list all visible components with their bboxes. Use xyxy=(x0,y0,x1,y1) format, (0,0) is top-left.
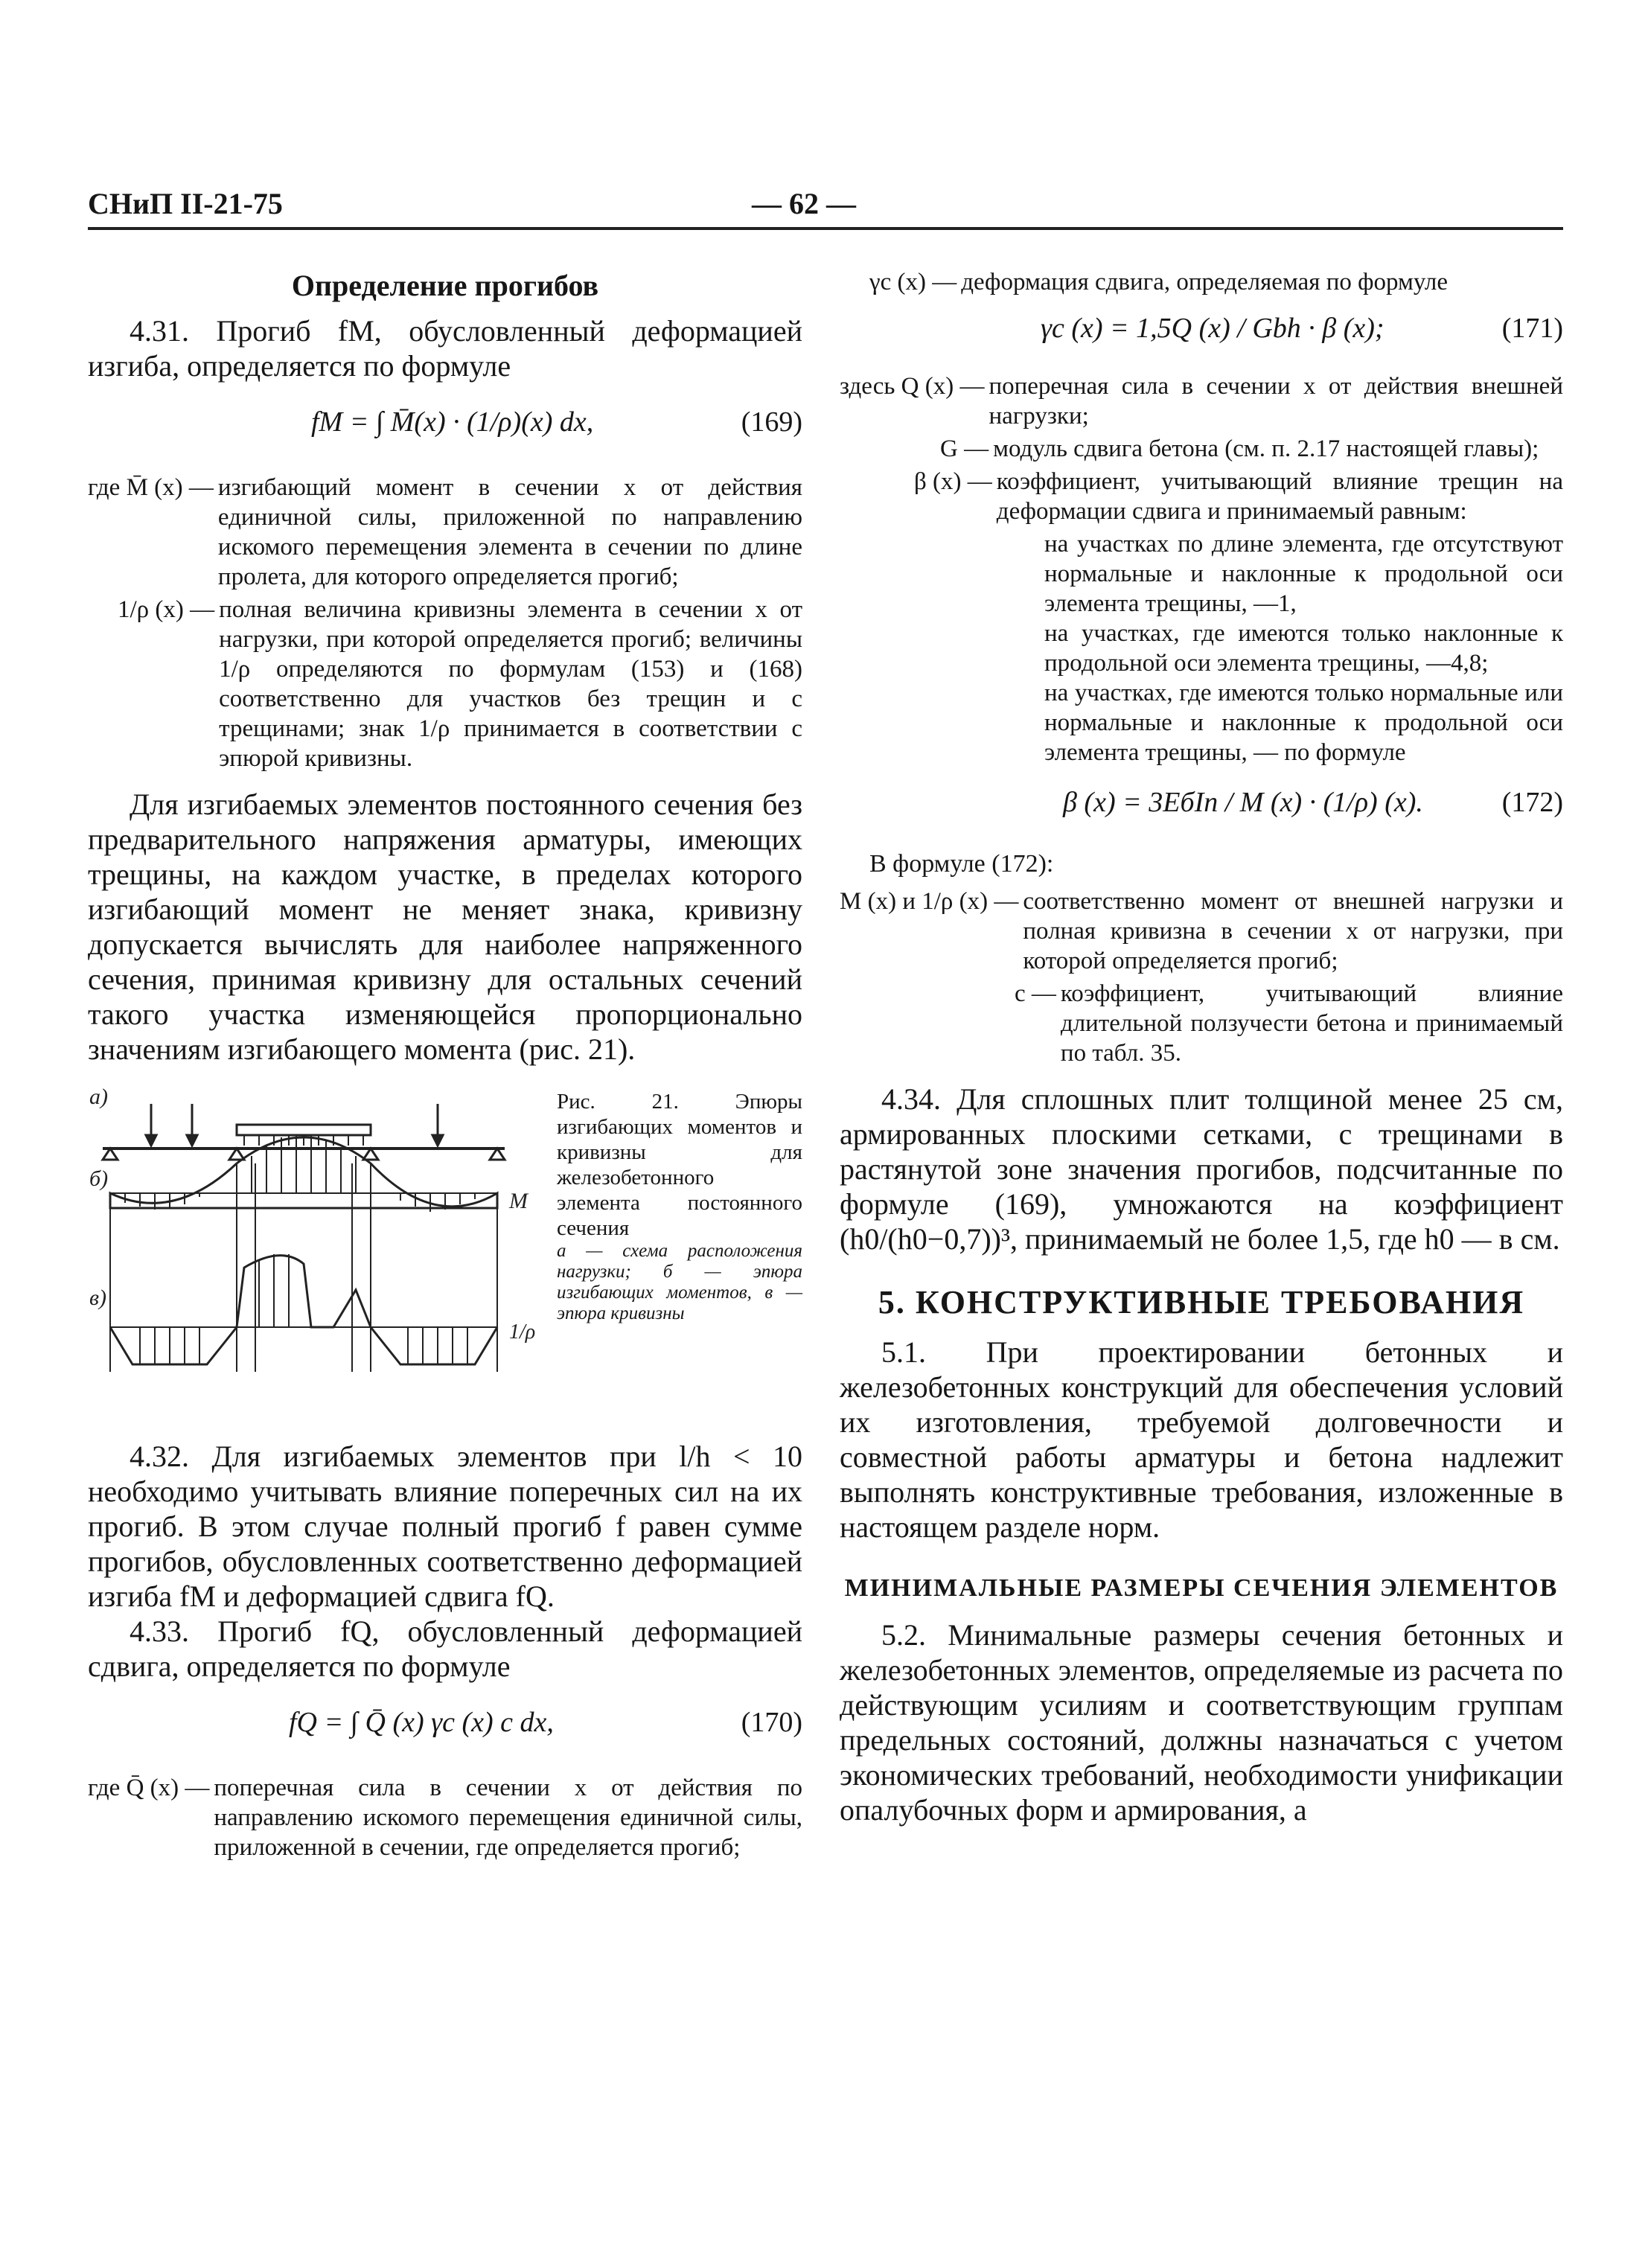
beta-case-3: на участках, где имеются только нормальные или нормальные и наклонные к продольной оси элемента трещины, — по формуле xyxy=(1044,680,1563,766)
right-column xyxy=(840,264,1563,1827)
formula-170-number: (170) xyxy=(741,1707,802,1738)
left-column xyxy=(88,268,802,1865)
formula-171-number: (171) xyxy=(1501,313,1563,344)
document-code: СНиП II-21-75 xyxy=(88,187,283,220)
formula-169-number: (169) xyxy=(741,406,802,438)
formula-170 xyxy=(88,1691,802,1766)
formula-172 xyxy=(840,775,1563,842)
definition-rho-text: полная величина кривизны элемента в сечении x от нагрузки, при которой определяется прогиб; величины 1/ρ определяются по формулам (153) и (168) соответственно для участков без трещин и с трещинами; знак 1/ρ принимается в соответствии с эпюрой кривизны. xyxy=(219,596,802,772)
figure-21-caption xyxy=(557,1089,802,1324)
figure-label-rho: 1/ρ xyxy=(509,1320,536,1344)
definition-M172-text: соответственно момент от внешней нагрузки и полная кривизна в сечении x от нагрузки, при которой определяется прогиб; xyxy=(1023,888,1563,974)
definition-M xyxy=(88,473,802,592)
paragraph-5-2: 5.2. Минимальные размеры сечения бетонных и железобетонных элементов, определяемые из расчета по действующим усилиям и соответствующим группам предельных состояний, должны назначаться с учетом экономических требований, необходимости унификации опалубочных форм и армирования, а xyxy=(840,1618,1563,1827)
header-rule xyxy=(88,227,1563,230)
definition-Q xyxy=(88,1773,802,1862)
definition-Q-text: поперечная сила в сечении x от действия по направлению искомого перемещения единичной силы, приложенной в сечении, где определяется прогиб; xyxy=(214,1775,802,1861)
definition-G-text: модуль сдвига бетона (см. п. 2.17 настоящей главы); xyxy=(993,435,1539,462)
figure-21-diagram xyxy=(88,1082,549,1424)
figure-label-b: б) xyxy=(89,1166,109,1191)
paragraph-4-33: 4.33. Прогиб fQ, обусловленный деформацией сдвига, определяется по формуле xyxy=(88,1614,802,1683)
definition-M-term: где M̄ (x) — xyxy=(88,474,214,501)
definition-c xyxy=(840,979,1563,1068)
figure-21 xyxy=(88,1082,802,1424)
definition-M-text: изгибающий момент в сечении x от действия единичной силы, приложенной по направлению искомого перемещения элемента в сечении по длине пролета, для которого определяется прогиб; xyxy=(217,474,802,590)
page-number: — 62 — xyxy=(752,187,856,220)
section-title: Определение прогибов xyxy=(291,269,599,302)
formula-170-expr: fQ = ∫ Q̄ (x) γc (x) c dx, xyxy=(289,1707,554,1738)
paragraph-4-31: 4.31. Прогиб fM, обусловленный деформацией изгиба, определяется по формуле xyxy=(88,314,802,383)
definition-rho-term: 1/ρ (x) — xyxy=(118,596,215,623)
figure-label-M: M xyxy=(509,1189,528,1213)
paragraph-bending: Для изгибаемых элементов постоянного сечения без предварительного напряжения арматуры, имеющих трещины, на каждом участке, в пределах которого изгибающий момент не меняет знака, кривизну допускается вычислять для наиболее напряженного сечения, принимая кривизну для остальных сечений такого участка изменяющейся пропорционально значениям изгибающего момента (рис. 21). xyxy=(88,788,802,1066)
subsection-title: МИНИМАЛЬНЫЕ РАЗМЕРЫ СЕЧЕНИЯ ЭЛЕМЕНТОВ xyxy=(844,1574,1559,1602)
paragraph-4-32: 4.32. Для изгибаемых элементов при l/h < 10 необходимо учитывать влияние поперечных сил на их прогиб. В этом случае полный прогиб f равен сумме прогибов, обусловленных соответственно деформацией изгиба fM и деформацией сдвига fQ. xyxy=(88,1440,802,1613)
definition-Qx-term: здесь Q (x) — xyxy=(840,373,985,400)
formula-171 xyxy=(840,304,1563,364)
figure-label-c: в) xyxy=(89,1285,107,1310)
in-formula-172: В формуле (172): xyxy=(869,850,1054,878)
definition-rho xyxy=(88,595,802,773)
definition-beta xyxy=(840,467,1563,526)
formula-169-expr: fM = ∫ M̄(x) · (1/ρ)(x) dx, xyxy=(311,406,594,438)
section-5-title: 5. КОНСТРУКТИВНЫЕ ТРЕБОВАНИЯ xyxy=(878,1284,1525,1320)
definition-beta-term: β (x) — xyxy=(914,468,992,495)
figure-label-a: а) xyxy=(89,1085,108,1109)
formula-172-expr: β (x) = 3EбIп / M (x) · (1/ρ) (x). xyxy=(1063,787,1423,818)
formula-172-number: (172) xyxy=(1501,787,1563,818)
definition-G-term: G — xyxy=(940,435,989,462)
definition-gamma xyxy=(840,267,1563,297)
definition-c-text: коэффициент, учитывающий влияние длительной ползучести бетона и принимаемый по табл. 35. xyxy=(1060,980,1563,1067)
paragraph-5-1: 5.1. При проектировании бетонных и железобетонных конструкций для обеспечения условий их изготовления, требуемой долговечности и совместной работы арматуры и бетона надлежит выполнять конструктивные требования, изложенные в настоящем разделе норм. xyxy=(840,1335,1563,1544)
definition-M172-term: M (x) и 1/ρ (x) — xyxy=(840,888,1019,915)
definition-c-term: c — xyxy=(1015,980,1056,1007)
definition-beta-text: коэффициент, учитывающий влияние трещин на деформации сдвига и принимаемый равным: xyxy=(996,468,1563,525)
figure-21-title: Рис. 21. Эпюры изгибающих моментов и кривизны для железобетонного элемента постоянного сечения xyxy=(557,1090,802,1240)
formula-169 xyxy=(88,391,802,465)
definition-G xyxy=(840,434,1563,464)
beta-case-1: на участках по длине элемента, где отсутствуют нормальные и наклонные к продольной оси элемента трещины, —1, xyxy=(1044,531,1563,617)
paragraph-4-34: 4.34. Для сплошных плит толщиной менее 25 см, армированных плоскими сетками, с трещинами в растянутой зоне значения прогибов, подсчитанные по формуле (169), умножаются на коэффициент (h0/(h0−0,7))³, принимаемый не более 1,5, где h0 — в см. xyxy=(840,1082,1563,1256)
figure-21-legend: а — схема расположения нагрузки; б — эпюра изгибающих моментов, в — эпюра кривизны xyxy=(557,1241,802,1323)
definition-Qx xyxy=(840,371,1563,431)
formula-171-expr: γc (x) = 1,5Q (x) / Gbh · β (x); xyxy=(1041,313,1384,344)
definition-gamma-text: деформация сдвига, определяемая по формуле xyxy=(961,269,1449,296)
definition-M172 xyxy=(840,887,1563,976)
definition-Q-term: где Q̄ (x) — xyxy=(88,1775,210,1801)
definition-Qx-text: поперечная сила в сечении x от действия внешней нагрузки; xyxy=(989,373,1563,429)
beta-case-2: на участках, где имеются только наклонные к продольной оси элемента трещины, —4,8; xyxy=(1044,620,1563,677)
definition-gamma-term: γc (x) — xyxy=(869,269,957,296)
